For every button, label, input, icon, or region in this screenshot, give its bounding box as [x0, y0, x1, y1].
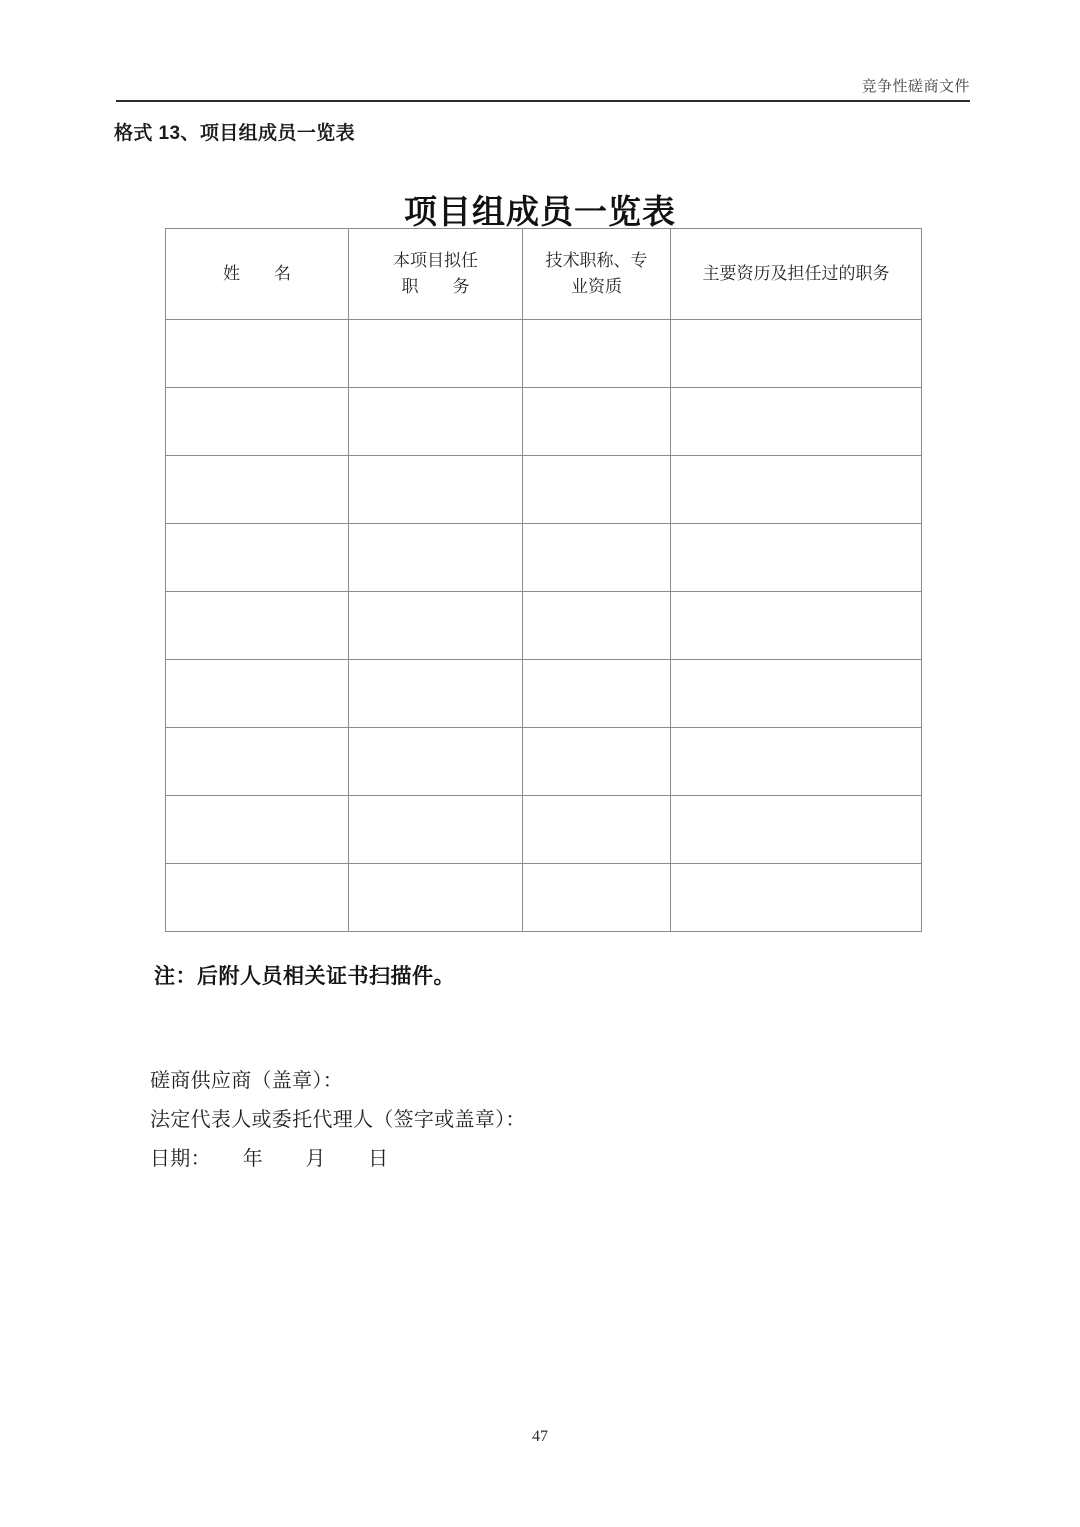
column-header-title [523, 229, 671, 320]
column-header-role-line2: 职 务 [401, 277, 470, 296]
cell-role[interactable] [349, 388, 523, 456]
running-header-title: 竞争性磋商文件 [861, 79, 970, 95]
legal-representative-line: 法定代表人或委托代理人（签字或盖章）： [150, 1109, 526, 1131]
cell-role[interactable] [349, 456, 523, 524]
cell-role[interactable] [349, 864, 523, 932]
cell-experience[interactable] [671, 524, 922, 592]
cell-experience[interactable] [671, 864, 922, 932]
page-title: 项目组成员一览表 [404, 193, 676, 230]
table-row[interactable] [166, 592, 922, 660]
cell-experience[interactable] [671, 456, 922, 524]
supplier-seal-line: 磋商供应商（盖章）： [150, 1070, 343, 1092]
column-header-title-line2: 业资质 [571, 277, 622, 296]
cell-name[interactable] [166, 728, 349, 796]
cell-title[interactable] [523, 320, 671, 388]
cell-role[interactable] [349, 320, 523, 388]
column-header-title-line1: 技术职称、专 [545, 250, 648, 270]
cell-experience[interactable] [671, 660, 922, 728]
cell-title[interactable] [523, 524, 671, 592]
cell-experience[interactable] [671, 592, 922, 660]
cell-name[interactable] [166, 592, 349, 660]
cell-role[interactable] [349, 660, 523, 728]
section-heading: 格式 13、项目组成员一览表 [114, 123, 356, 144]
signature-block [150, 1062, 526, 1179]
page-number: 47 [532, 1428, 548, 1445]
cell-title[interactable] [523, 660, 671, 728]
cell-name[interactable] [166, 456, 349, 524]
cell-role[interactable] [349, 728, 523, 796]
cell-name[interactable] [166, 388, 349, 456]
cell-experience[interactable] [671, 320, 922, 388]
note-text: 注：后附人员相关证书扫描件。 [154, 964, 455, 988]
table-row[interactable] [166, 728, 922, 796]
date-line: 日期： 年 月 日 [150, 1148, 389, 1170]
cell-role[interactable] [349, 796, 523, 864]
table-row[interactable] [166, 660, 922, 728]
column-header-name-line1: 姓 名 [223, 263, 291, 283]
table-row[interactable] [166, 524, 922, 592]
table-row[interactable] [166, 320, 922, 388]
project-member-table [165, 228, 922, 932]
table-row[interactable] [166, 388, 922, 456]
cell-title[interactable] [523, 728, 671, 796]
cell-title[interactable] [523, 796, 671, 864]
table-row[interactable] [166, 456, 922, 524]
cell-role[interactable] [349, 524, 523, 592]
cell-experience[interactable] [671, 728, 922, 796]
running-header [116, 72, 970, 102]
column-header-name [166, 229, 349, 320]
cell-role[interactable] [349, 592, 523, 660]
cell-name[interactable] [166, 660, 349, 728]
table-header-row [166, 229, 922, 320]
cell-experience[interactable] [671, 388, 922, 456]
column-header-experience-line1: 主要资历及担任过的职务 [702, 263, 890, 283]
cell-title[interactable] [523, 864, 671, 932]
cell-name[interactable] [166, 320, 349, 388]
column-header-experience [671, 229, 922, 320]
cell-name[interactable] [166, 864, 349, 932]
cell-experience[interactable] [671, 796, 922, 864]
cell-title[interactable] [523, 388, 671, 456]
table-row[interactable] [166, 864, 922, 932]
table-row[interactable] [166, 796, 922, 864]
cell-title[interactable] [523, 456, 671, 524]
cell-title[interactable] [523, 592, 671, 660]
column-header-role-line1: 本项目拟任 [393, 250, 478, 270]
cell-name[interactable] [166, 796, 349, 864]
cell-name[interactable] [166, 524, 349, 592]
column-header-role [349, 229, 523, 320]
